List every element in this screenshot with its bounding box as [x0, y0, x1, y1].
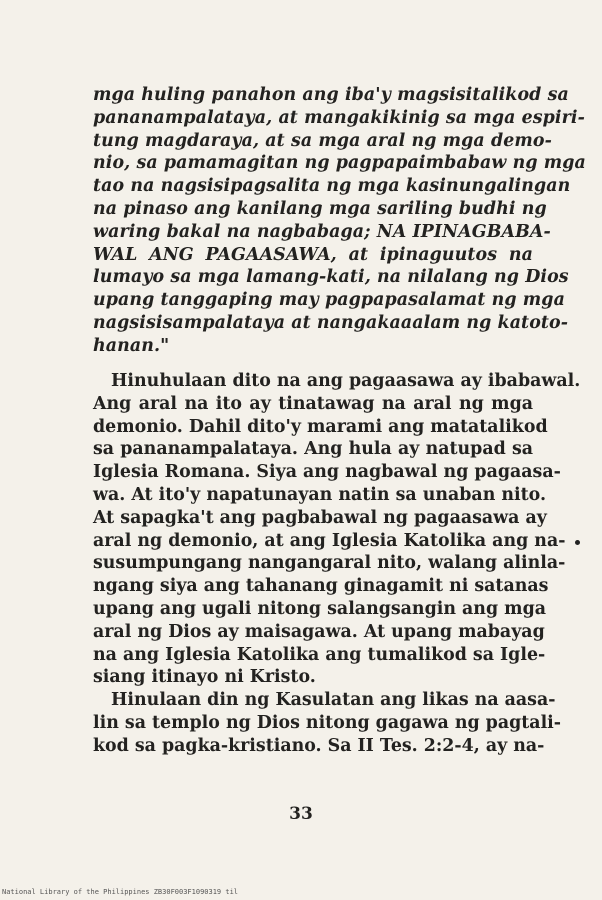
text-line: nio, sa pamamagitan ng pagpapaimbabaw ng mga — [93, 153, 586, 174]
text-line: hanan." — [93, 335, 170, 356]
text-line: sa pananampalataya. Ang hula ay natupad sa — [93, 439, 533, 460]
margin-dot-mark — [575, 540, 580, 545]
quote-block — [93, 84, 586, 358]
text-line: na pinaso ang kanilang mga sariling budhi ng — [93, 198, 547, 219]
text-line: pananampalataya, at mangakikinig sa mga espiri- — [93, 107, 585, 128]
paragraph-2 — [93, 689, 562, 757]
paragraph-1 — [93, 370, 581, 689]
text-line: Iglesia Romana. Siya ang nagbawal ng pagaasa- — [93, 462, 561, 483]
text-line: WAL ANG PAGAASAWA, at ipinaguutos na — [93, 244, 533, 265]
text-line: tung magdaraya, at sa mga aral ng mga demo- — [93, 130, 552, 151]
text-line: upang ang ugali nitong salangsangin ang mga — [93, 598, 546, 619]
text-line: aral ng demonio, at ang Iglesia Katolika ang na- — [93, 530, 566, 551]
text-line: lumayo sa mga lamang-kati, na nilalang ng Dios — [93, 267, 569, 288]
text-line: lin sa templo ng Dios nitong gagawa ng pagtali- — [93, 712, 562, 733]
text-line: At sapagka't ang pagbabawal ng pagaasawa ay — [93, 507, 547, 528]
text-line: demonio. Dahil dito'y marami ang matatalikod — [93, 416, 548, 437]
text-line: kod sa pagka-kristiano. Sa II Tes. 2:2-4, ay na- — [93, 735, 545, 756]
text-line: Hinuhulaan dito na ang pagaasawa ay ibabawal. — [111, 371, 581, 391]
text-line: wa. At ito'y napatunayan natin sa unaban nito. — [93, 484, 547, 505]
text-line: nagsisisampalataya at nangakaaalam ng katoto- — [93, 312, 569, 333]
text-line: mga huling panahon ang iba'y magsisitalikod sa — [93, 85, 569, 105]
text-line: upang tanggaping may pagpapasalamat ng mga — [93, 290, 565, 311]
text-line: waring bakal na nagbabaga; NA IPINAGBABA- — [93, 221, 551, 242]
text-line: Hinulaan din ng Kasulatan ang likas na aasa- — [111, 690, 556, 710]
text-line: siang itinayo ni Kristo. — [93, 667, 316, 688]
page-number: 33 — [289, 804, 313, 824]
text-line: aral ng Dios ay maisagawa. At upang mabayag — [93, 621, 545, 642]
text-line: tao na nagsisipagsalita ng mga kasinungalingan — [93, 176, 571, 197]
text-line: na ang Iglesia Katolika ang tumalikod sa Igle- — [93, 644, 546, 665]
library-footer-note: National Library of the Philippines ZB30F003F1090319 til — [2, 888, 239, 896]
text-line: susumpungang nangangaral nito, walang alinla- — [93, 553, 566, 574]
text-line: Ang aral na ito ay tinatawag na aral ng mga — [93, 393, 533, 414]
text-line: ngang siya ang tahanang ginagamit ni satanas — [93, 576, 549, 597]
